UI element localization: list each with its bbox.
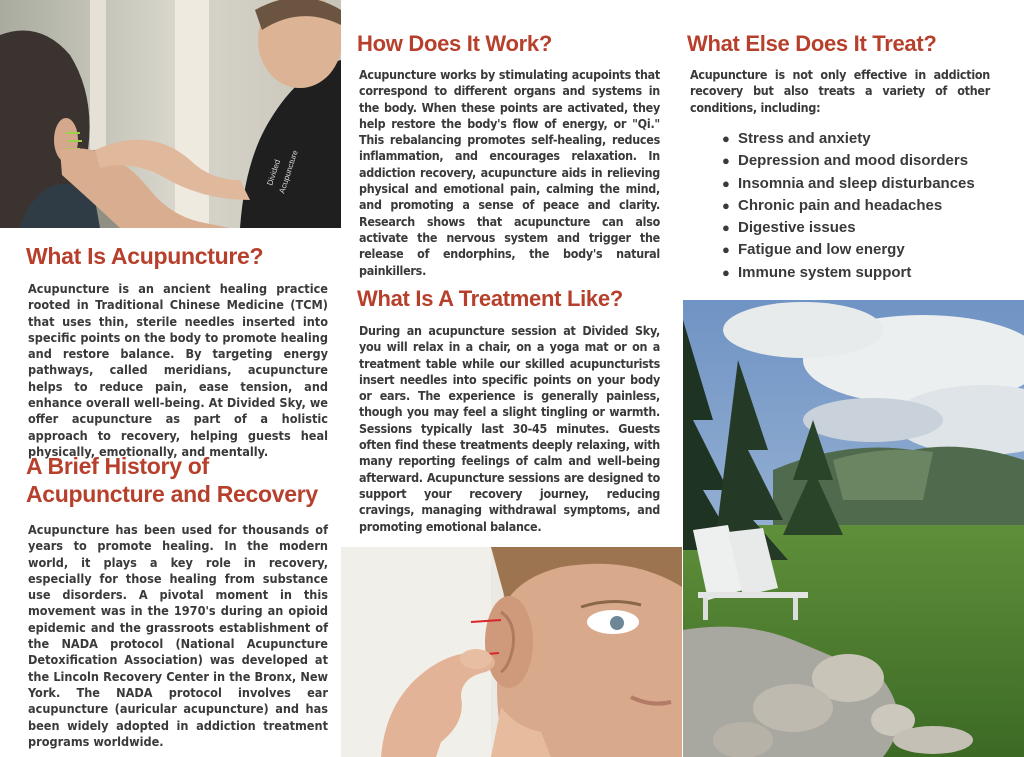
list-item: ● Digestive issues	[722, 217, 975, 239]
treatment-body: During an acupuncture session at Divided Sky, you will relax in a chair, on a yoga mat or on a treatment table while our skilled acupuncturists insert needles into specific points on your body or ears. The experience is generally painless, though you may feel a slight tingling or warmth. Sessions typically last 30-45 minutes. Guests often find these treatments deeply relaxing, with many reporting feelings of calm and well-being afterward. Acupuncture sessions are designed to support your recovery journey, reducing cravings, managing withdrawal symptoms, and promoting emotional balance.	[359, 323, 660, 534]
bullet-icon: ●	[722, 264, 730, 280]
bullet-icon: ●	[722, 197, 730, 213]
list-item: ● Stress and anxiety	[722, 128, 975, 150]
what-else-body: Acupuncture is not only effective in addiction recovery but also treats a variety of other conditions, including:	[690, 67, 990, 115]
ear-acupuncture-photo	[341, 547, 682, 757]
what-is-acupuncture-heading: What Is Acupuncture?	[26, 243, 264, 269]
shirt-logo-text-2: Acupuncture	[277, 149, 300, 195]
conditions-list	[722, 128, 975, 284]
list-item: ● Depression and mood disorders	[722, 150, 975, 172]
list-item: ● Chronic pain and headaches	[722, 195, 975, 217]
brief-history-body: Acupuncture has been used for thousands of years to promote healing. In the modern world, it plays a key role in recovery, especially for those healing from substance use disorders. A pivotal moment in this movement was in the 1970's during an opioid epidemic and the grassroots establishment of the NADA protocol (National Acupuncture Detoxification Association) was developed at the Lincoln Recovery Center in the Bronx, New York. The NADA protocol involves ear acupuncture (auricular acupuncture) and has been widely adopted in addiction treatment programs worldwide.	[28, 522, 328, 749]
bullet-icon: ●	[722, 242, 730, 258]
bullet-icon: ●	[722, 131, 730, 146]
how-does-it-work-heading: How Does It Work?	[357, 31, 552, 56]
bullet-icon: ●	[722, 175, 730, 191]
shirt-logo-text-1: Divided	[265, 158, 283, 187]
brief-history-heading-line1: A Brief History of	[26, 453, 209, 479]
list-item: ● Insomnia and sleep disturbances	[722, 173, 975, 195]
mountain-landscape-photo	[683, 300, 1024, 757]
list-item: ● Fatigue and low energy	[722, 239, 975, 261]
how-does-it-work-body: Acupuncture works by stimulating acupoints that correspond to different organs and systems in the body. When these points are activated, they help restore the body's flow of energy, or "Qi." This rebalancing promotes self-healing, reduces inflammation, and encourages relaxation. In addiction recovery, acupuncture aids in relieving physical and emotional pain, calming the mind, and promoting a sense of peace and clarity. Research shows that acupuncture can also activate the nervous system and trigger the release of endorphins, the body's natural painkillers.	[359, 67, 660, 278]
bullet-icon: ●	[722, 153, 730, 169]
what-is-acupuncture-body: Acupuncture is an ancient healing practice rooted in Traditional Chinese Medicine (TCM) that uses thin, sterile needles inserted into specific points on the body to promote healing and restore balance. By targeting energy pathways, called meridians, acupuncture helps to reduce pain, ease tension, and enhance overall well-being. At Divided Sky, we offer acupuncture as part of a holistic approach to recovery, helping guests heal physically, emotionally, and mentally.	[28, 281, 328, 459]
brief-history-heading	[26, 452, 318, 508]
treatment-heading: What Is A Treatment Like?	[357, 286, 623, 311]
list-item: ● Immune system support	[722, 262, 975, 284]
acupuncture-photo-practitioner	[0, 0, 341, 228]
bullet-icon: ●	[722, 220, 730, 236]
what-else-heading: What Else Does It Treat?	[687, 31, 937, 56]
brief-history-heading-line2: Acupuncture and Recovery	[26, 481, 318, 507]
